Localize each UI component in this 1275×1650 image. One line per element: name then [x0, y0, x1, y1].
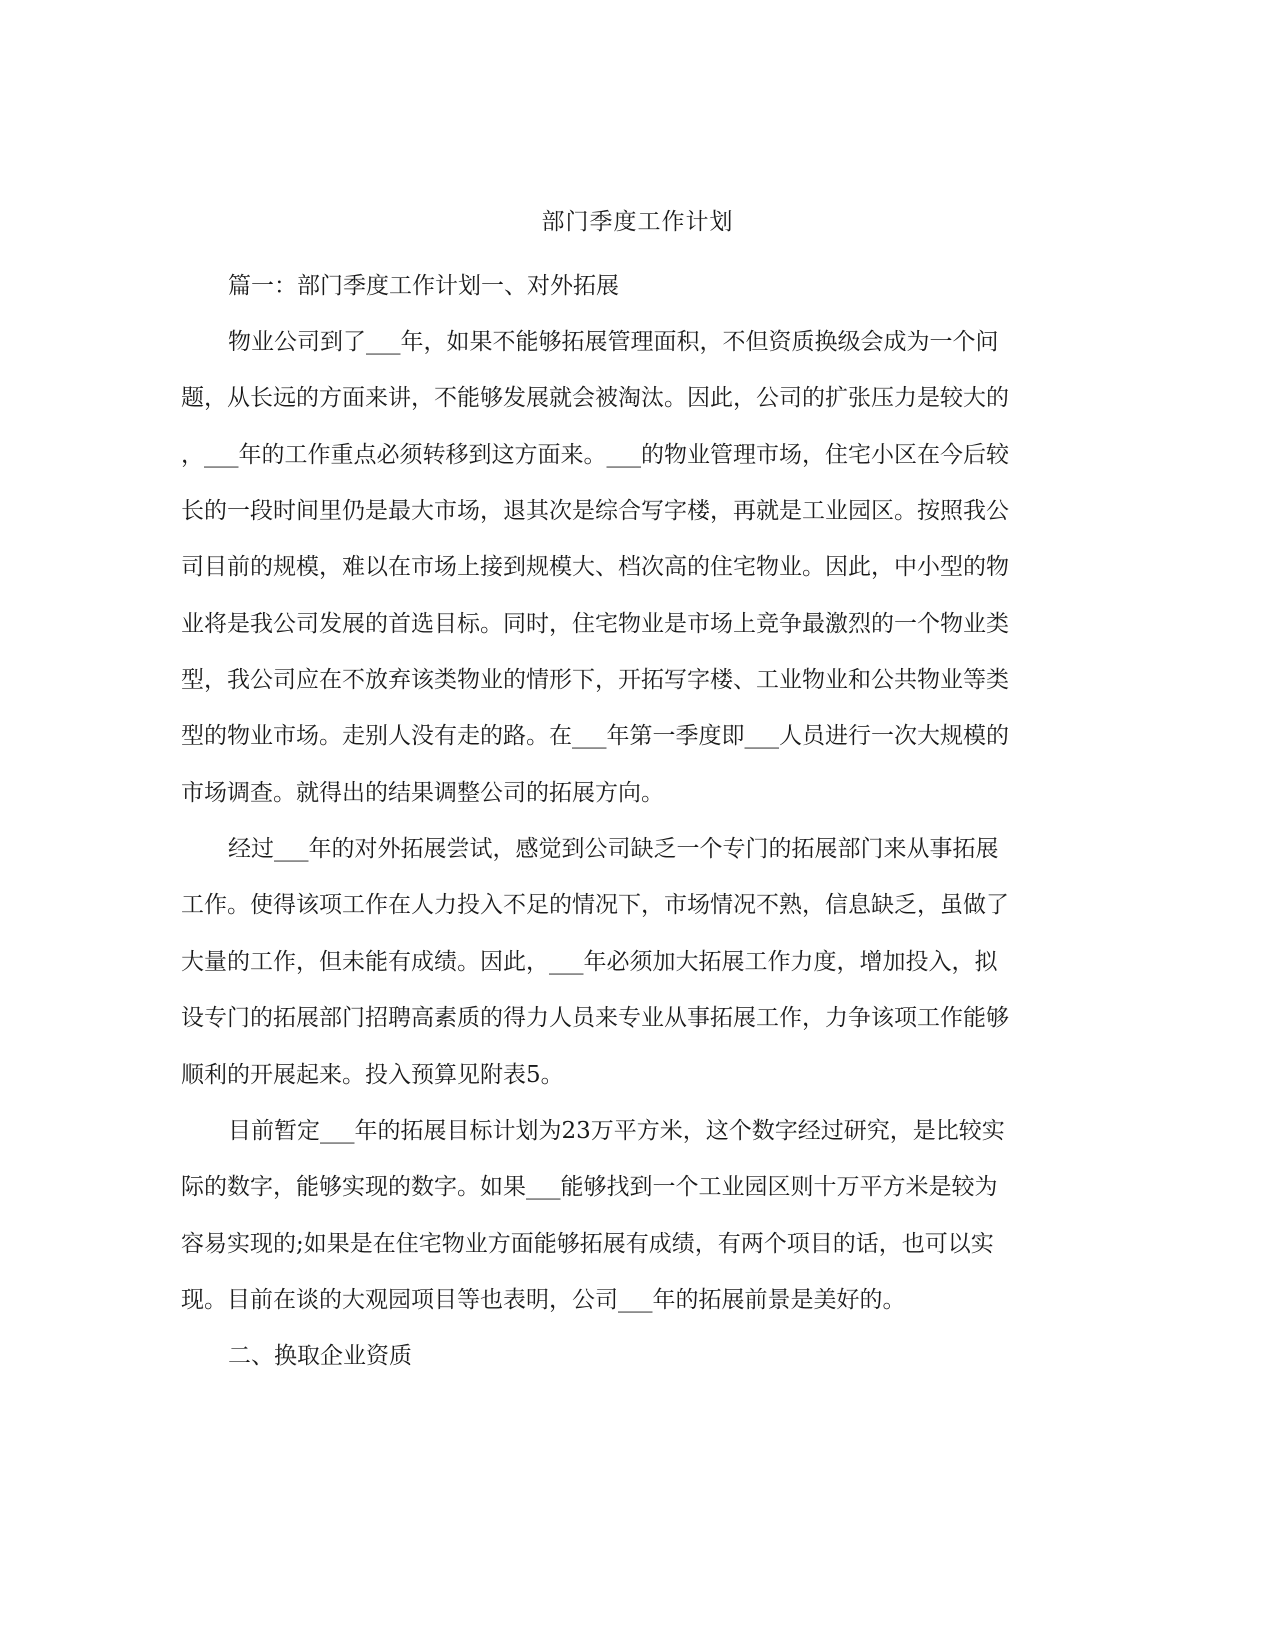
text-line: 长的一段时间里仍是最大市场，退其次是综合写字楼，再就是工业园区。按照我公	[181, 498, 1009, 524]
document-title: 部门季度工作计划	[541, 209, 734, 235]
text-line: 工作。使得该项工作在人力投入不足的情况下，市场情况不熟，信息缺乏，虽做了	[181, 892, 1009, 918]
text-line: 设专门的拓展部门招聘高素质的得力人员来专业从事拓展工作，力争该项工作能够	[181, 1005, 1009, 1031]
text-line: 物业公司到了___年，如果不能够拓展管理面积，不但资质换级会成为一个问	[228, 329, 999, 355]
text-line: 经过___年的对外拓展尝试，感觉到公司缺乏一个专门的拓展部门来从事拓展	[228, 836, 999, 862]
text-line: 顺利的开展起来。投入预算见附表5。	[181, 1062, 564, 1088]
text-line: 司目前的规模，难以在市场上接到规模大、档次高的住宅物业。因此，中小型的物	[181, 554, 1009, 580]
text-line: 型的物业市场。走别人没有走的路。在___年第一季度即___人员进行一次大规模的	[181, 723, 1009, 749]
text-line: 二、换取企业资质	[228, 1343, 412, 1369]
text-line: ，___年的工作重点必须转移到这方面来。___的物业管理市场，住宅小区在今后较	[181, 442, 1009, 468]
text-line: 篇一：部门季度工作计划一、对外拓展	[228, 273, 619, 299]
text-line: 型，我公司应在不放弃该类物业的情形下，开拓写字楼、工业物业和公共物业等类	[181, 667, 1009, 693]
text-line: 容易实现的;如果是在住宅物业方面能够拓展有成绩，有两个项目的话，也可以实	[181, 1231, 994, 1257]
text-line: 大量的工作，但未能有成绩。因此，___年必须加大拓展工作力度，增加投入，拟	[181, 949, 998, 975]
text-line: 际的数字，能够实现的数字。如果___能够找到一个工业园区则十万平方米是较为	[181, 1174, 998, 1200]
text-line: 现。目前在谈的大观园项目等也表明，公司___年的拓展前景是美好的。	[181, 1287, 906, 1313]
text-line: 题，从长远的方面来讲，不能够发展就会被淘汰。因此，公司的扩张压力是较大的	[181, 385, 1009, 411]
text-line: 市场调查。就得出的结果调整公司的拓展方向。	[181, 780, 664, 806]
text-line: 目前暂定___年的拓展目标计划为23万平方米，这个数字经过研究，是比较实	[228, 1118, 1005, 1144]
text-line: 业将是我公司发展的首选目标。同时，住宅物业是市场上竞争最激烈的一个物业类	[181, 611, 1009, 637]
